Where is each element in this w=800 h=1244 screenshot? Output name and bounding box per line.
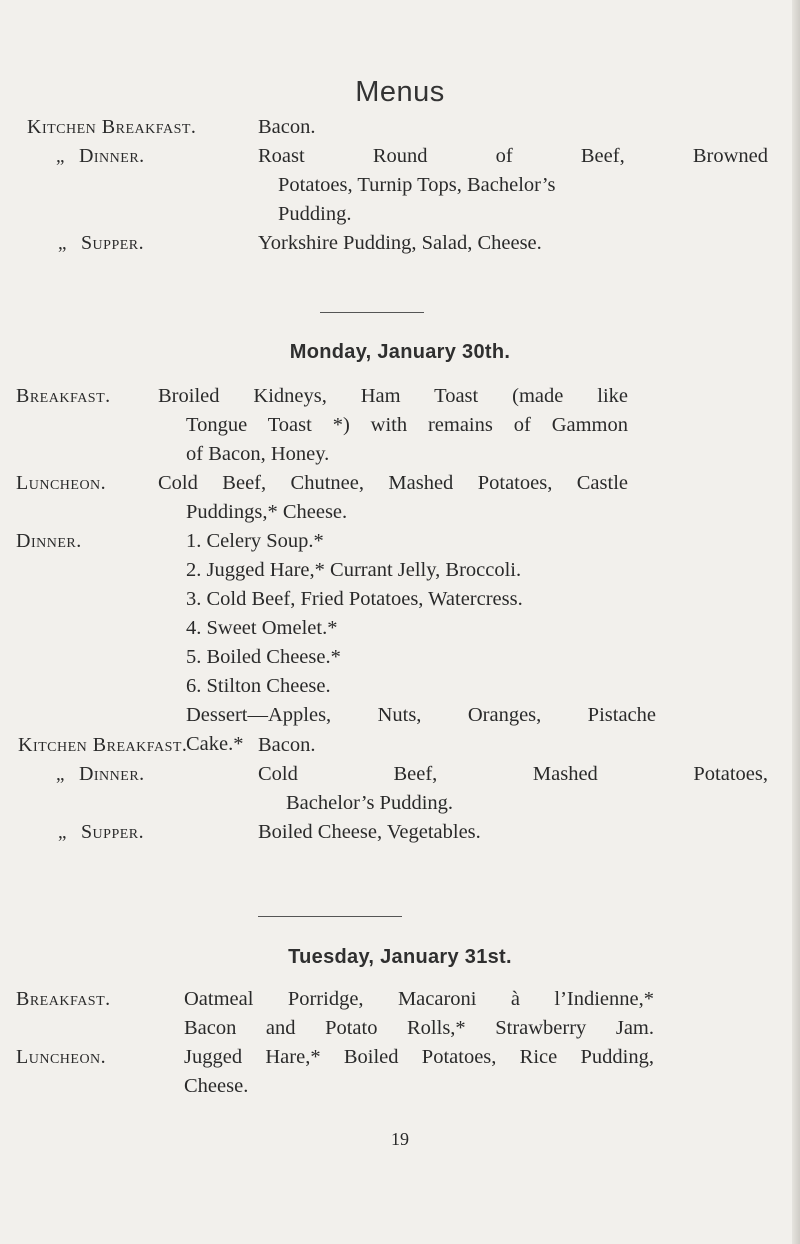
- dinner-course: 5. Boiled Cheese.*: [186, 646, 341, 668]
- luncheon-label: Luncheon.: [16, 472, 107, 494]
- kitchen-dinner-text: Roast Round of Beef, Browned Potatoes, Turnip Tops, Bachelor’s Pudding.: [258, 145, 768, 225]
- kitchen-breakfast-row: [0, 731, 800, 760]
- day-heading-monday: Monday, January 30th.: [289, 341, 511, 363]
- dinner-label: Dinner.: [16, 530, 82, 552]
- kitchen-supper-row: [0, 229, 800, 258]
- kitchen-supper-text: Boiled Cheese, Vegetables.: [258, 821, 481, 843]
- kitchen-menu-1: [0, 113, 800, 258]
- kitchen-dinner-row: [0, 760, 800, 818]
- kitchen-supper-row: [0, 818, 800, 847]
- luncheon-label: Luncheon.: [16, 1046, 107, 1068]
- tuesday-breakfast-text: Oatmeal Porridge, Macaroni à l’Indienne,* Bacon and Potato Rolls,* Strawberry Jam.: [184, 988, 654, 1039]
- ditto-mark: „: [58, 233, 67, 254]
- kitchen-dinner-row: [0, 142, 800, 229]
- dessert-line: Cake.*: [186, 733, 244, 755]
- ditto-mark: „: [58, 822, 67, 843]
- monday-dinner-list: [186, 527, 656, 759]
- monday-luncheon-text: Cold Beef, Chutnee, Mashed Potatoes, Castle Puddings,* Cheese.: [158, 472, 628, 523]
- section-divider: [320, 312, 424, 313]
- section-divider: [258, 916, 402, 917]
- page-number: 19: [391, 1129, 409, 1149]
- tuesday-menu: [0, 985, 800, 1101]
- tuesday-luncheon-text: Jugged Hare,* Boiled Potatoes, Rice Pudding, Cheese.: [184, 1046, 654, 1097]
- breakfast-label: Breakfast.: [16, 385, 111, 407]
- monday-dinner-row: [0, 527, 800, 759]
- kitchen-supper-label: „ Supper.: [58, 821, 145, 843]
- dessert-line: Dessert—Apples, Nuts, Oranges, Pistache: [186, 704, 656, 726]
- dinner-course: 4. Sweet Omelet.*: [186, 617, 338, 639]
- kitchen-supper-label: „ Supper.: [58, 232, 145, 254]
- dinner-course: 1. Celery Soup.*: [186, 530, 324, 552]
- kitchen-dinner-label: „ Dinner.: [56, 763, 145, 785]
- ditto-mark: „: [56, 146, 65, 167]
- tuesday-luncheon-row: [0, 1043, 800, 1101]
- running-header: Menus: [355, 76, 445, 108]
- kitchen-supper-text: Yorkshire Pudding, Salad, Cheese.: [258, 232, 542, 254]
- kitchen-breakfast-label: Kitchen Breakfast.: [18, 734, 188, 756]
- dinner-course: 3. Cold Beef, Fried Potatoes, Watercress.: [186, 588, 523, 610]
- kitchen-breakfast-label: Kitchen Breakfast.: [27, 116, 197, 138]
- breakfast-label: Breakfast.: [16, 988, 111, 1010]
- dinner-course: 6. Stilton Cheese.: [186, 675, 331, 697]
- monday-menu: [0, 382, 800, 759]
- monday-breakfast-text: Broiled Kidneys, Ham Toast (made like Tongue Toast *) with remains of Gammon of Bacon, Honey.: [158, 385, 628, 465]
- kitchen-dinner-text: Cold Beef, Mashed Potatoes, Bachelor’s Pudding.: [258, 763, 768, 814]
- kitchen-breakfast-row: [0, 113, 800, 142]
- kitchen-breakfast-text: Bacon.: [258, 734, 316, 756]
- kitchen-dinner-label: „ Dinner.: [56, 145, 145, 167]
- ditto-mark: „: [56, 764, 65, 785]
- monday-breakfast-row: [0, 382, 800, 469]
- tuesday-breakfast-row: [0, 985, 800, 1043]
- kitchen-breakfast-text: Bacon.: [258, 116, 316, 138]
- dinner-course: 2. Jugged Hare,* Currant Jelly, Broccoli.: [186, 559, 522, 581]
- day-heading-tuesday: Tuesday, January 31st.: [288, 946, 512, 968]
- monday-luncheon-row: [0, 469, 800, 527]
- kitchen-menu-2: [0, 731, 800, 847]
- page-edge-shadow: [792, 0, 800, 1244]
